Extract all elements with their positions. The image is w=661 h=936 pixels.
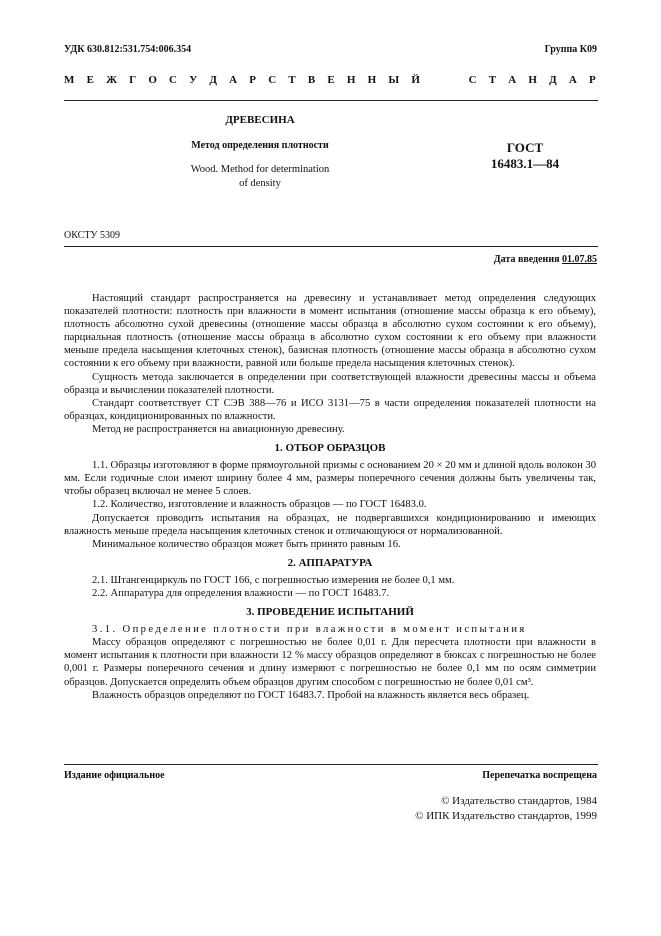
section-paragraph: Минимальное количество образцов может быть принято равным 16. — [92, 538, 401, 550]
section-paragraph: 2.2. Аппаратура для определения влажности — по ГОСТ 16483.7. — [92, 587, 390, 599]
english-title-line2: of density — [239, 178, 281, 189]
header-rule — [64, 100, 598, 101]
okstu-rule — [64, 246, 598, 247]
intro-date-label: Дата введения — [493, 254, 560, 265]
intro-paragraph: Настоящий стандарт распространяется на древесину и устанавливает метод определения следующих показателей плотности: плотность при влажности в момент испытания (отношение массы образца к его объему), плотность абсолютно сухой древесины (отношение массы образца в абсолютно сухом состоянии к его объему), парциальная плотность (отношение массы образца в абсолютно сухом состоянии к его объему при влажности меньше предела насыщения клеточных стенок), базисная плотность (отношение массы образца в абсолютно сухом состоянии к его объему при влажности, равной или больше предела насыщения клеточных стенок). — [64, 293, 596, 370]
copyright-1984: © Издательство стандартов, 1984 — [441, 795, 597, 807]
section-paragraph: 1.1. Образцы изготовляют в форме прямоугольной призмы с основанием 20 × 20 мм и длиной вдоль волокон 30 мм. Если годичные слои имеют ширину более 4 мм, размеры поперечного сечения должны быть увеличены так, чтобы образец включал не менее 5 слоев. — [64, 460, 596, 498]
section-heading-testing: 3. ПРОВЕДЕНИЕ ИСПЫТАНИЙ — [246, 606, 414, 619]
section-paragraph: 1.2. Количество, изготовление и влажность образцов — по ГОСТ 16483.0. — [92, 499, 427, 511]
okstu-code: ОКСТУ 5309 — [64, 230, 121, 241]
section-paragraph: 2.1. Штангенциркуль по ГОСТ 166, с погрешностью измерения не более 0,1 мм. — [92, 574, 455, 586]
reprint-prohibited-label: Перепечатка воспрещена — [482, 770, 597, 781]
udk-code: УДК 630.812:531.754:006.354 — [64, 44, 192, 55]
gost-number: 16483.1—84 — [490, 156, 560, 171]
group-code: Группа К09 — [544, 44, 597, 55]
english-title-line1: Wood. Method for determination — [190, 164, 330, 175]
intro-paragraph: Стандарт соответствует СТ СЭВ 388—76 и ИСО 3131—75 в части определения показателей плотности на образцах, кондиционированных по влажности. — [64, 397, 596, 422]
intro-paragraph: Сущность метода заключается в определении при соответствующей влажности древесины массы и объема образца и вычислении показателей плотности. — [64, 371, 596, 396]
section-paragraph: Влажность образцов определяют по ГОСТ 16483.7. Пробой на влажность является весь образец. — [92, 689, 530, 701]
footer-rule — [64, 764, 598, 765]
copyright-1999: © ИПК Издательство стандартов, 1999 — [415, 810, 597, 822]
interstate-standard-banner: М Е Ж Г О С У Д А Р С Т В Е Н Н Ы Й С Т А Н Д А Р — [64, 74, 596, 86]
subsection-heading: 3.1. Определение плотности при влажности в момент испытания — [92, 624, 527, 636]
gost-label: ГОСТ — [506, 140, 544, 155]
official-edition-label: Издание официальное — [64, 770, 165, 781]
section-paragraph: Массу образцов определяют с погрешностью не более 0,01 г. Для пересчета плотности при влажности в момент испытания к плотности при влажности 12 % массу образцов определяют в бюксах с погрешностью не более 0,001 г. Размеры поперечного сечения и длину измеряют с погрешностью не более 0,1 мм по осям симметрии образцов. Допускается определять объем образцов другим способом с погрешностью не более 0,01 см³. — [64, 637, 596, 688]
intro-date-value: 01.07.85 — [562, 254, 597, 265]
document-body — [64, 292, 596, 702]
section-heading-apparatus: 2. АППАРАТУРА — [287, 556, 373, 569]
section-paragraph: Допускается проводить испытания на образцах, не подвергавшихся кондиционированию и имеющих влажность меньше предела насыщения клеточных стенок и отличающуюся от нормализованной. — [64, 512, 596, 537]
intro-date — [494, 254, 597, 265]
section-heading-sampling: 1. ОТБОР ОБРАЗЦОВ — [274, 442, 386, 455]
intro-paragraph: Метод не распространяется на авиационную древесину. — [92, 423, 345, 435]
document-subtitle: Метод определения плотности — [191, 140, 329, 151]
document-title: ДРЕВЕСИНА — [225, 114, 295, 126]
